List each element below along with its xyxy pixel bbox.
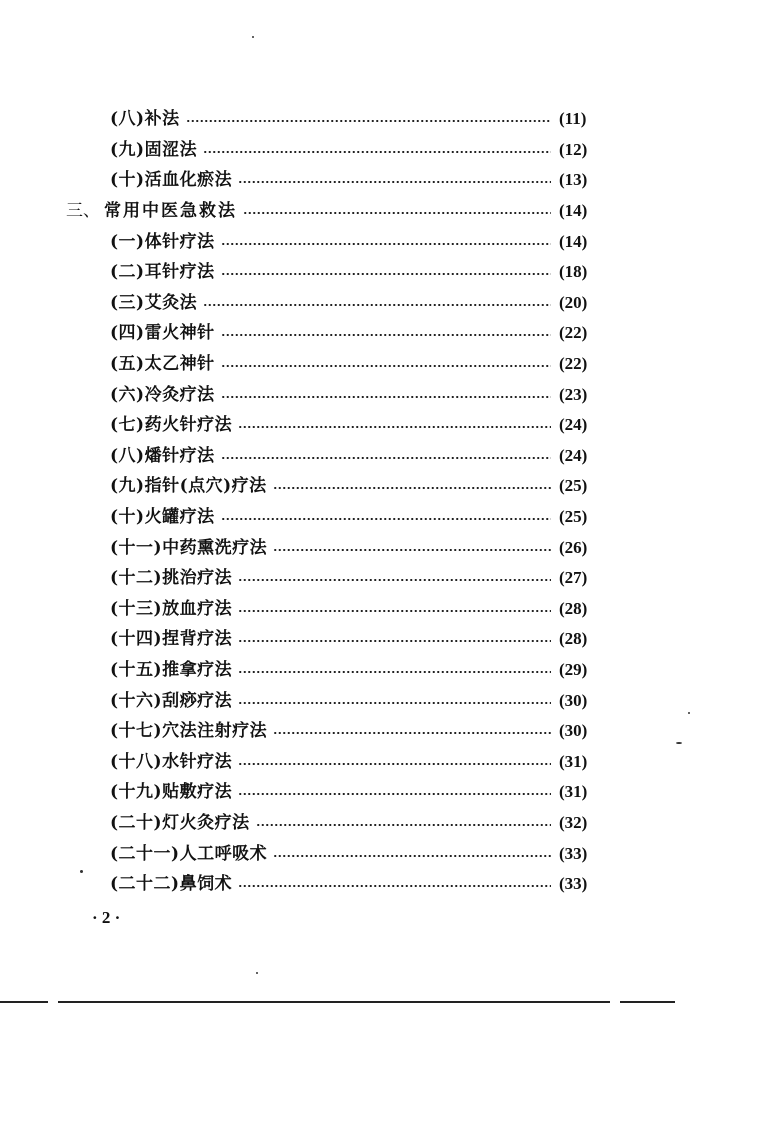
toc-entry (0, 288, 777, 319)
toc-entry-page: (31) (559, 782, 588, 802)
toc-dot-leader (221, 334, 551, 336)
toc-entry (0, 838, 777, 869)
toc-dot-leader (238, 793, 551, 795)
toc-dot-leader (221, 518, 551, 520)
toc-dot-leader (203, 151, 551, 153)
toc-entry-title: (十二)挑治疗法 (110, 568, 233, 589)
toc-entry (0, 165, 777, 196)
table-of-contents (0, 104, 777, 899)
toc-dot-leader (238, 610, 551, 612)
toc-dot-leader (238, 579, 551, 581)
toc-entry-page: (23) (559, 384, 588, 404)
toc-dot-leader (238, 671, 551, 673)
toc-entry-page: (30) (559, 690, 588, 710)
toc-entry (0, 716, 777, 747)
toc-entry-page: (30) (559, 721, 588, 741)
toc-entry-title: (二十一)人工呼吸术 (110, 843, 268, 864)
toc-section-marker: 三、 (66, 201, 100, 222)
toc-entry-title: (二十二)鼻饲术 (110, 874, 233, 895)
toc-entry-page: (24) (559, 415, 588, 435)
toc-dot-leader (203, 304, 551, 306)
toc-entry-title: (十三)放血疗法 (110, 598, 233, 619)
toc-dot-leader (221, 273, 551, 275)
toc-entry-title: (六)冷灸疗法 (110, 384, 215, 405)
toc-entry-title: (十六)刮痧疗法 (110, 690, 233, 711)
toc-entry-title: (九)指针(点穴)疗法 (110, 476, 267, 497)
toc-entry-page: (11) (559, 109, 587, 129)
toc-entry (0, 196, 777, 227)
toc-entry-page: (13) (559, 170, 588, 190)
toc-entry-title: (十九)贴敷疗法 (110, 782, 233, 803)
toc-dot-leader (238, 702, 551, 704)
toc-entry (0, 685, 777, 716)
toc-entry (0, 594, 777, 625)
toc-entry-page: (33) (559, 874, 588, 894)
toc-entry (0, 257, 777, 288)
toc-entry-page: (12) (559, 139, 588, 159)
toc-entry-title: (四)雷火神针 (110, 323, 215, 344)
toc-entry (0, 226, 777, 257)
toc-entry (0, 869, 777, 900)
toc-entry-page: (28) (559, 598, 588, 618)
toc-dot-leader (221, 396, 551, 398)
toc-entry-title: (二十)灯火灸疗法 (110, 812, 250, 833)
scan-speck (676, 742, 682, 744)
toc-entry-page: (22) (559, 323, 588, 343)
toc-entry (0, 655, 777, 686)
toc-entry (0, 746, 777, 777)
toc-dot-leader (221, 457, 551, 459)
toc-entry (0, 777, 777, 808)
toc-dot-leader (273, 487, 551, 489)
toc-entry-page: (26) (559, 537, 588, 557)
toc-dot-leader (256, 824, 551, 826)
toc-entry (0, 441, 777, 472)
toc-entry-page: (27) (559, 568, 588, 588)
toc-dot-leader (221, 365, 551, 367)
toc-entry-title: (二)耳针疗法 (110, 262, 215, 283)
toc-dot-leader (221, 243, 551, 245)
toc-dot-leader (238, 181, 551, 183)
toc-entry-title: (十七)穴法注射疗法 (110, 721, 268, 742)
toc-entry-title: (八)补法 (110, 109, 180, 130)
toc-entry-page: (32) (559, 812, 588, 832)
toc-dot-leader (273, 855, 551, 857)
bottom-rule (58, 1001, 610, 1003)
toc-entry-title: (一)体针疗法 (110, 231, 215, 252)
toc-entry-page: (29) (559, 659, 588, 679)
bottom-rule (620, 1001, 675, 1003)
toc-entry-title: (七)药火针疗法 (110, 415, 233, 436)
toc-entry-title: (十八)水针疗法 (110, 751, 233, 772)
toc-entry-page: (28) (559, 629, 588, 649)
toc-entry-page: (25) (559, 476, 588, 496)
toc-entry (0, 135, 777, 166)
toc-entry-page: (14) (559, 201, 588, 221)
toc-dot-leader (273, 549, 551, 551)
toc-entry-page: (25) (559, 507, 588, 527)
toc-entry (0, 379, 777, 410)
toc-entry-title: (九)固涩法 (110, 139, 198, 160)
toc-entry (0, 349, 777, 380)
toc-entry-title: (十)活血化瘀法 (110, 170, 233, 191)
toc-entry-page: (24) (559, 445, 588, 465)
toc-entry-page: (18) (559, 262, 588, 282)
toc-entry-page: (31) (559, 751, 588, 771)
toc-dot-leader (238, 885, 551, 887)
toc-dot-leader (238, 426, 551, 428)
toc-dot-leader (238, 763, 551, 765)
toc-entry (0, 624, 777, 655)
toc-entry-title: (十一)中药熏洗疗法 (110, 537, 268, 558)
toc-entry (0, 410, 777, 441)
toc-dot-leader (238, 640, 551, 642)
toc-dot-leader (273, 732, 551, 734)
toc-entry (0, 808, 777, 839)
toc-entry (0, 563, 777, 594)
toc-entry-title: (十)火罐疗法 (110, 507, 215, 528)
toc-entry-title: (八)燔针疗法 (110, 445, 215, 466)
toc-entry-title: 常用中医急救法 (104, 201, 237, 222)
toc-entry-page: (14) (559, 231, 588, 251)
toc-entry-page: (33) (559, 843, 588, 863)
page-number: · 2 · (92, 908, 121, 927)
toc-entry-title: (五)太乙神针 (110, 354, 215, 375)
toc-dot-leader (186, 120, 551, 122)
scan-speck (688, 712, 690, 714)
scan-speck (80, 870, 83, 873)
toc-entry-page: (22) (559, 354, 588, 374)
toc-entry (0, 318, 777, 349)
toc-entry (0, 104, 777, 135)
toc-entry-page: (20) (559, 292, 588, 312)
toc-entry-title: (十五)推拿疗法 (110, 659, 233, 680)
scan-speck (256, 972, 258, 974)
scan-speck (252, 36, 254, 38)
toc-entry (0, 502, 777, 533)
toc-entry-title: (三)艾灸法 (110, 292, 198, 313)
toc-entry (0, 471, 777, 502)
toc-entry-title: (十四)捏背疗法 (110, 629, 233, 650)
toc-dot-leader (243, 212, 551, 214)
bottom-rule (0, 1001, 48, 1003)
toc-entry (0, 532, 777, 563)
